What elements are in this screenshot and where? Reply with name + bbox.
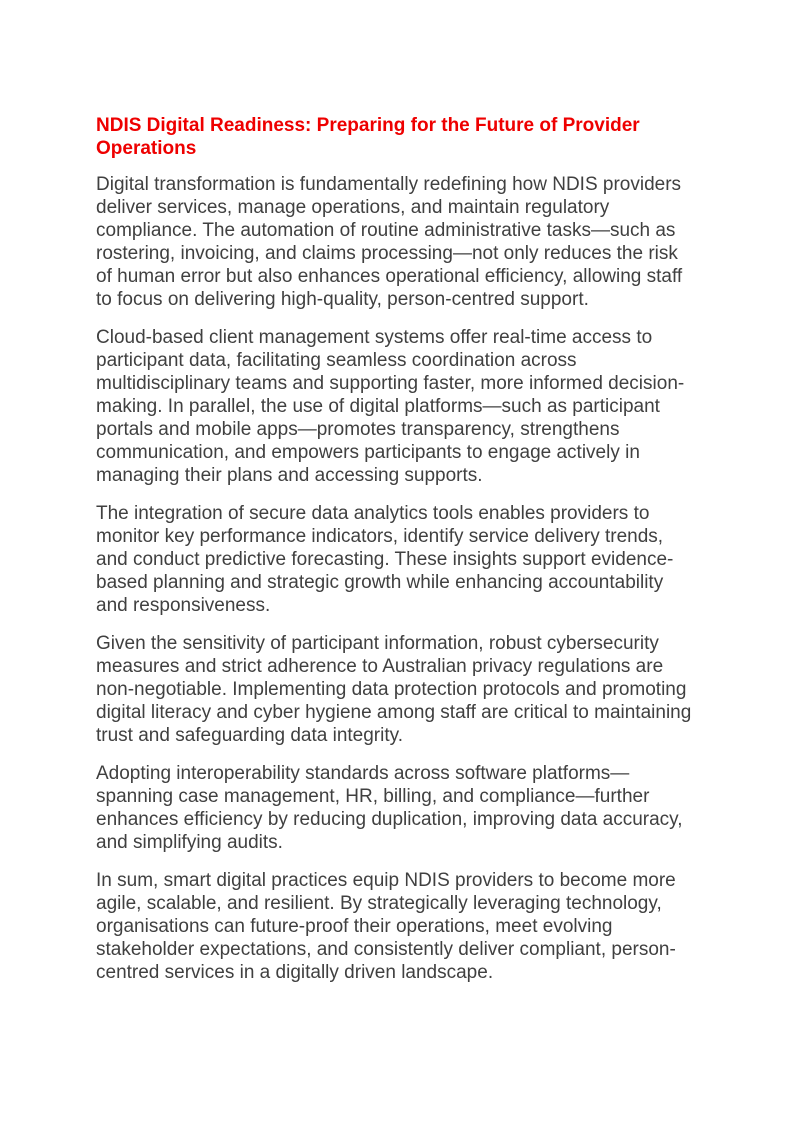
document-page [96, 114, 698, 999]
document-title: NDIS Digital Readiness: Preparing for the Future of Provider Operations [96, 115, 640, 159]
paragraph-interoperability: Adopting interoperability standards across software platforms—spanning case management, HR, billing, and compliance—further enhances efficiency by reducing duplication, improving data accuracy, and simplifying audits. [96, 763, 683, 853]
paragraph-cloud-systems: Cloud-based client management systems offer real-time access to participant data, facilitating seamless coordination across multidisciplinary teams and supporting faster, more informed decision-making. In parallel, the use of digital platforms—such as participant portals and mobile apps—promotes transparency, strengthens communication, and empowers participants to engage actively in managing their plans and accessing supports. [96, 327, 685, 486]
paragraph-digital-transformation: Digital transformation is fundamentally redefining how NDIS providers deliver services, manage operations, and maintain regulatory compliance. The automation of routine administrative tasks—such as rostering, invoicing, and claims processing—not only reduces the risk of human error but also enhances operational efficiency, allowing staff to focus on delivering high-quality, person-centred support. [96, 174, 683, 310]
paragraph-cybersecurity: Given the sensitivity of participant information, robust cybersecurity measures and strict adherence to Australian privacy regulations are non-negotiable. Implementing data protection protocols and promoting digital literacy and cyber hygiene among staff are critical to maintaining trust and safeguarding data integrity. [96, 633, 692, 746]
paragraph-data-analytics: The integration of secure data analytics tools enables providers to monitor key performance indicators, identify service delivery trends, and conduct predictive forecasting. These insights support evidence-based planning and strategic growth while enhancing accountability and responsiveness. [96, 503, 674, 616]
paragraph-conclusion: In sum, smart digital practices equip NDIS providers to become more agile, scalable, and resilient. By strategically leveraging technology, organisations can future-proof their operations, meet evolving stakeholder expectations, and consistently deliver compliant, person-centred services in a digitally driven landscape. [96, 870, 676, 983]
